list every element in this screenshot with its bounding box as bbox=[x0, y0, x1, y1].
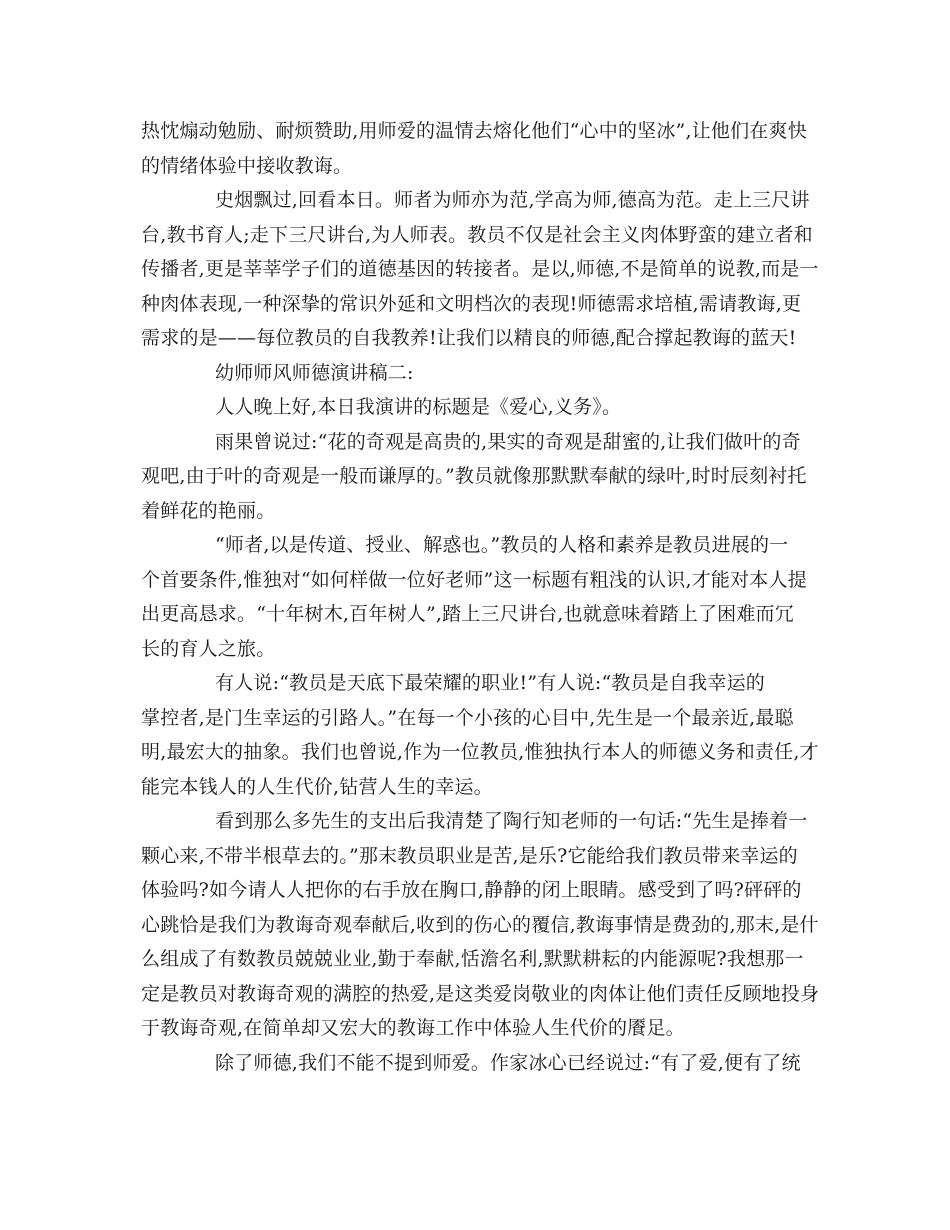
text-line: 体验吗?如今请人人把你的右手放在胸口,静静的闭上眼睛。感受到了吗?砰砰的 bbox=[141, 879, 802, 901]
text-line: 雨果曾说过:“花的奇观是高贵的,果实的奇观是甜蜜的,让我们做叶的奇 bbox=[215, 430, 801, 453]
text-line: 心跳恰是我们为教诲奇观奉献后,收到的伤心的覆信,教诲事情是费劲的,那末,是什 bbox=[141, 913, 819, 936]
text-line: 史烟飘过,回看本日。师者为师亦为范,学高为师,德高为范。走上三尺讲 bbox=[215, 189, 810, 211]
text-line: 传播者,更是莘莘学子们的道德基因的转接者。是以,师德,不是简单的说教,而是一 bbox=[141, 258, 819, 280]
text-line: 幼师师风师德演讲稿二: bbox=[215, 361, 414, 384]
text-line: “师者,以是传道、授业、解惑也。”教员的人格和素养是教员进展的一 bbox=[215, 534, 789, 556]
text-line: 着鲜花的艳丽。 bbox=[141, 499, 276, 522]
text-line: 长的育人之旅。 bbox=[141, 637, 276, 660]
text-line: 种肉体表现,一种深挚的常识外延和文明档次的表现!师德需求培植,需请教诲,更 bbox=[141, 292, 802, 315]
body-text bbox=[141, 114, 820, 1080]
text-line: 定是教员对教诲奇观的满腔的热爱,是这类爱岗敬业的肉体让他们责任反顾地投身 bbox=[141, 982, 820, 1005]
text-line: 么组成了有数教员兢兢业业,勤于奉献,恬澹名利,默默耕耘的内能源呢?我想那一 bbox=[141, 948, 804, 970]
text-line: 于教诲奇观,在简单却又宏大的教诲工作中体验人生代价的餍足。 bbox=[141, 1017, 685, 1039]
text-line: 除了师德,我们不能不提到师爱。作家冰心已经说过:“有了爱,便有了统 bbox=[215, 1051, 801, 1074]
text-line: 看到那么多先生的支出后我清楚了陶行知老师的一句话:“先生是捧着一 bbox=[215, 810, 808, 832]
text-line: 出更高恳求。“十年树木,百年树人”,踏上三尺讲台,也就意味着踏上了困难而冗 bbox=[141, 603, 794, 625]
text-line: 能完本钱人的人生代价,钻营人生的幸运。 bbox=[141, 775, 493, 798]
text-line: 颗心来,不带半根草去的。”那末教员职业是苦,是乐?它能给我们教员带来幸运的 bbox=[141, 844, 798, 867]
text-line: 有人说:“教员是天底下最荣耀的职业!”有人说:“教员是自我幸运的 bbox=[215, 672, 765, 694]
text-line: 掌控者,是门生幸运的引路人。”在每一个小孩的心目中,先生是一个最亲近,最聪 bbox=[141, 706, 794, 729]
text-line: 台,教书育人;走下三尺讲台,为人师表。教员不仅是社会主义肉体野蛮的建立者和 bbox=[141, 223, 813, 246]
text-line: 需求的是——每位教员的自我教养!让我们以精良的师德,配合撑起教诲的蓝天! bbox=[141, 327, 797, 349]
text-line: 的情绪体验中接收教诲。 bbox=[141, 154, 353, 177]
text-line: 观吧,由于叶的奇观是一般而谦厚的。”教员就像那默默奉献的绿叶,时时辰刻衬托 bbox=[141, 465, 807, 487]
text-line: 明,最宏大的抽象。我们也曾说,作为一位教员,惟独执行本人的师德义务和责任,才 bbox=[141, 741, 819, 763]
text-line: 热忱煽动勉励、耐烦赞助,用师爱的温情去熔化他们“心中的坚冰”,让他们在爽快 bbox=[141, 120, 807, 142]
text-line: 人人晚上好,本日我演讲的标题是《爱心,义务》。 bbox=[215, 396, 622, 418]
text-line: 个首要条件,惟独对“如何样做一位好老师”这一标题有粗浅的认识,才能对本人提 bbox=[141, 568, 807, 591]
